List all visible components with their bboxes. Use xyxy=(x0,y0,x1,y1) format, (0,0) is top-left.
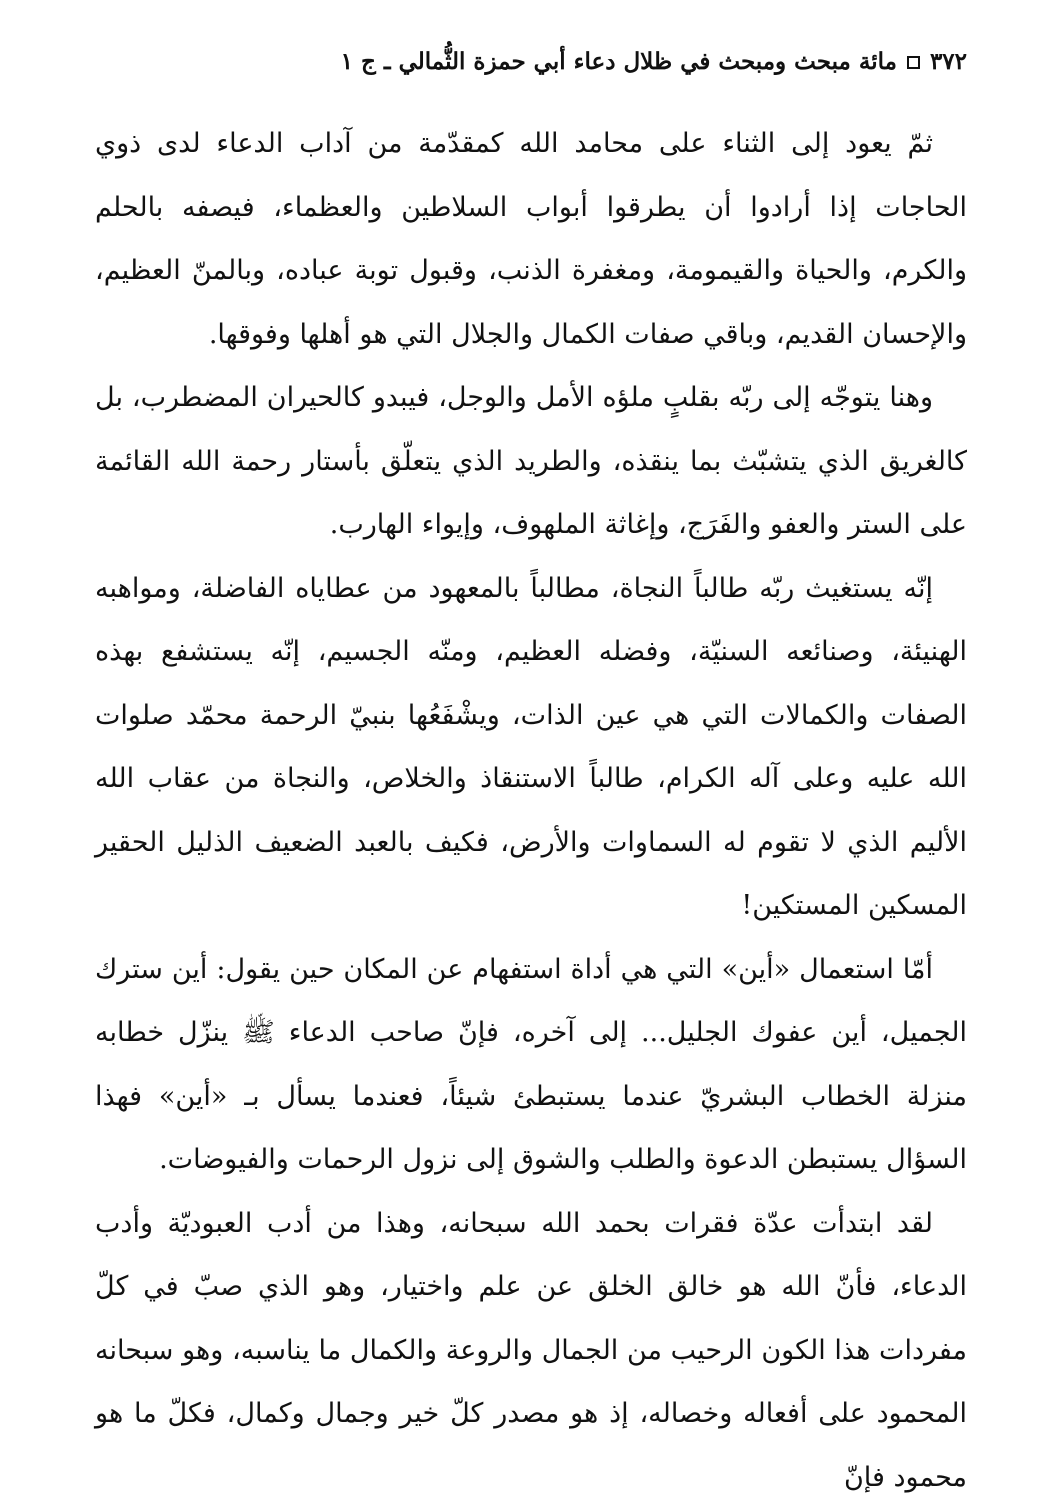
paragraph: وهنا يتوجّه إلى ربّه بقلبٍ ملؤه الأمل والوجل، فيبدو كالحيران المضطرب، بل كالغريق الذي يتشبّث بما ينقذه، والطريد الذي يتعلّق بأستار رحمة الله القائمة على الستر والعفو والفَرَج، وإغاثة الملهوف، وإيواء الهارب. xyxy=(95,366,967,557)
square-ornament-icon xyxy=(907,56,920,69)
running-header xyxy=(95,40,967,84)
running-title: مائة مبحث ومبحث في ظلال دعاء أبي حمزة الثُّمالي ـ ج ١ xyxy=(341,40,897,84)
document-page xyxy=(95,40,967,1509)
body-text xyxy=(95,112,967,1509)
paragraph: إنّه يستغيث ربّه طالباً النجاة، مطالباً بالمعهود من عطاياه الفاضلة، ومواهبه الهنيئة، وصنائعه السنيّة، وفضله العظيم، ومنّه الجسيم، إنّه يستشفع بهذه الصفات والكمالات التي هي عين الذات، ويشْفَعُها بنبيّ الرحمة محمّد صلوات الله عليه وعلى آله الكرام، طالباً الاستنقاذ والخلاص، والنجاة من عقاب الله الأليم الذي لا تقوم له السماوات والأرض، فكيف بالعبد الضعيف الذليل الحقير المسكين المستكين! xyxy=(95,557,967,938)
paragraph: أمّا استعمال «أين» التي هي أداة استفهام عن المكان حين يقول: أين سترك الجميل، أين عفوك الجليل... إلى آخره، فإنّ صاحب الدعاء ﷺ ينزّل خطابه منزلة الخطاب البشريّ عندما يستبطئ شيئاً، فعندما يسأل بـ «أين» فهذا السؤال يستبطن الدعوة والطلب والشوق إلى نزول الرحمات والفيوضات. xyxy=(95,938,967,1192)
paragraph: ثمّ يعود إلى الثناء على محامد الله كمقدّمة من آداب الدعاء لدى ذوي الحاجات إذا أرادوا أن يطرقوا أبواب السلاطين والعظماء، فيصفه بالحلم والكرم، والحياة والقيمومة، ومغفرة الذنب، وقبول توبة عباده، وبالمنّ العظيم، والإحسان القديم، وباقي صفات الكمال والجلال التي هو أهلها وفوقها. xyxy=(95,112,967,366)
paragraph: لقد ابتدأت عدّة فقرات بحمد الله سبحانه، وهذا من أدب العبوديّة وأدب الدعاء، فأنّ الله هو خالق الخلق عن علم واختيار، وهو الذي صبّ في كلّ مفردات هذا الكون الرحيب من الجمال والروعة والكمال ما يناسبه، وهو سبحانه المحمود على أفعاله وخصاله، إذ هو مصدر كلّ خير وجمال وكمال، فكلّ ما هو محمود فإنّ xyxy=(95,1192,967,1509)
page-number: ٣٧٢ xyxy=(930,40,967,84)
